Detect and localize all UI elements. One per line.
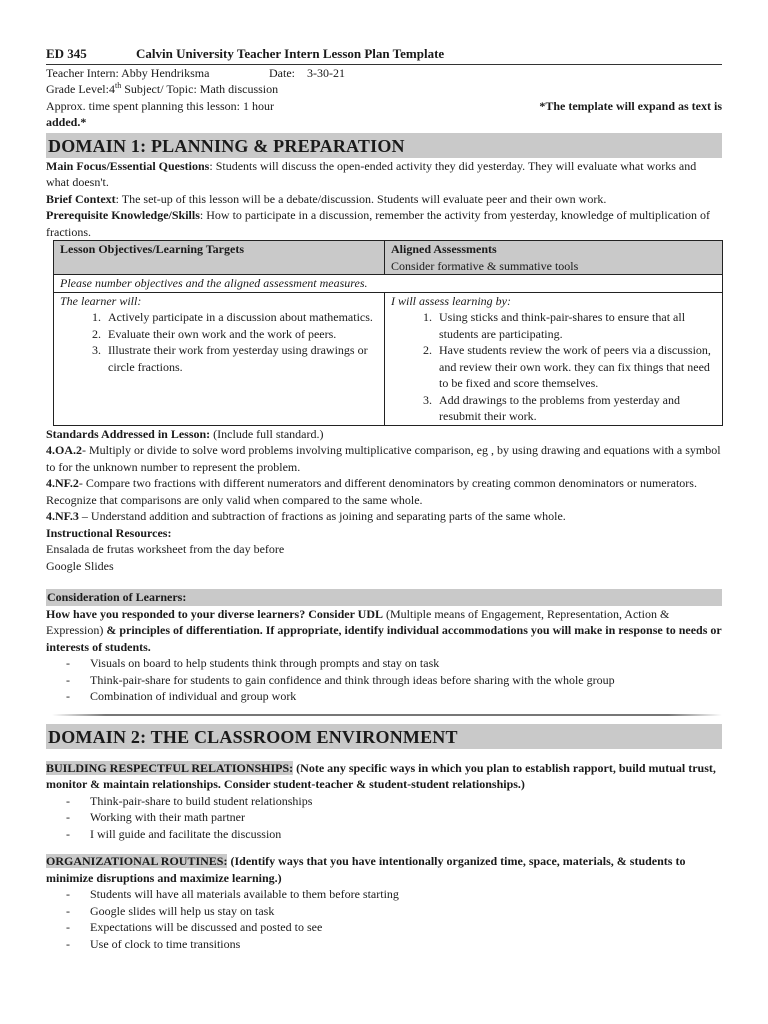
grade-level: Grade Level:4 [46,82,115,96]
main-focus-label: Main Focus/Essential Questions [46,158,210,173]
time-row [46,98,722,115]
intern-name: Abby Hendriksma [121,65,210,80]
learners-q1: How have you responded to your diverse learners? Consider UDL [46,606,384,621]
resources-label: Instructional Resources: [46,525,172,540]
learners-label: Consideration of Learners: [46,589,722,606]
standard-text: Multiply or divide to solve word problems involving multiplicative comparison, eg , by using drawing and equations with a symbol to for the unknown number to represent the problem. [46,443,721,474]
learners-q2: (Multiple means of Engagement, Representation, Action & Expression) [46,606,670,637]
course-code: ED 345 [46,46,87,61]
objective-item: 3. Illustrate their work from yesterday using drawings or circle fractions. [104,342,378,375]
date-field [269,65,345,82]
prerequisite [46,207,722,240]
list-item: - Visuals on board to help students think through prompts and stay on task [66,655,722,672]
context-text: : The set-up of this lesson will be a debate/discussion. Students will evaluate peer and their own work. [115,191,607,206]
learners-q3: & principles of differentiation. If appropriate, identify individual accommodations you will make in response to needs or interests of students. [46,623,722,654]
domain1-heading: DOMAIN 1: PLANNING & PREPARATION [46,133,722,158]
list-item: - Expectations will be discussed and posted to see [66,919,722,936]
standard-text: Understand addition and subtraction of fractions as joining and separating parts of the same whole. [90,509,566,523]
intern-row [46,65,722,82]
standards-note: (Include full standard.) [210,426,324,441]
list-item: - Think-pair-share for students to gain confidence and think through ideas before sharing with the whole group [66,672,722,689]
planning-time: Approx. time spent planning this lesson: 1 hour [46,98,274,113]
date-value: 3-30-21 [307,65,345,80]
assessments-subtitle: Consider formative & summative tools [391,258,579,273]
brief-context [46,191,722,208]
routines-text: (Identify ways that you have intentionally organized time, space, materials, & students to minimize disruptions and maximize learning.) [46,854,686,885]
main-focus [46,158,722,191]
standard-sep: – [78,509,91,523]
objectives-header-row [54,241,723,275]
expand-note-cont: added.* [46,115,87,129]
routines-label: ORGANIZATIONAL ROUTINES: [46,854,228,868]
relationships-section [46,760,722,793]
assessment-item: 2. Have students review the work of peers via a discussion, and review their own work. they can fix things that need to be fixed and score themselves. [435,342,716,392]
objectives-body-row [54,292,723,425]
standards-label: Standards Addressed in Lesson: [46,426,211,441]
expand-note: *The template will expand as text is [539,98,722,113]
learners-question [46,606,722,656]
date-label: Date: [269,65,295,80]
spacer [46,749,722,760]
resource-item: Google Slides [46,558,114,573]
assess-label: I will assess learning by: [391,293,511,308]
objectives-list [60,309,378,375]
standard-code: 4.OA.2 [46,443,82,457]
list-item: - Working with their math partner [66,809,722,826]
subject-topic: Subject/ Topic: Math discussion [121,82,279,96]
relationships-text: (Note any specific ways in which you plan to establish rapport, build mutual trust, monitor & maintain relationships. Consider student-teacher & student-student relationships.) [46,760,716,791]
list-item: - Students will have all materials available to them before starting [66,886,722,903]
standard-text: Compare two fractions with different numerators and different denominators by creating common denominators or numerators. Recognize that comparisons are only valid when compared to the same whole. [46,476,697,507]
assessments-title: Aligned Assessments [391,242,497,256]
relationships-list [46,793,722,843]
intern-label: Teacher Intern: [46,65,119,80]
standard-code: 4.NF.3 [46,509,79,523]
list-item: - I will guide and facilitate the discussion [66,826,722,843]
routines-section [46,853,722,886]
list-item: - Think-pair-share to build student relationships [66,793,722,810]
instruction-text: Please number objectives and the aligned assessment measures. [54,275,723,293]
list-item: - Combination of individual and group work [66,688,722,705]
standards-heading [46,426,722,443]
grade-superscript: th [114,81,122,90]
resource-item: Ensalada de frutas worksheet from the day before [46,542,285,556]
document-header [46,46,722,65]
assessments-header [385,241,723,275]
list-item: - Use of clock to time transitions [66,936,722,953]
assessments-list [391,309,716,425]
document-title: Calvin University Teacher Intern Lesson Plan Template [136,46,445,61]
assessment-item: 3. Add drawings to the problems from yesterday and resubmit their work. [435,392,716,425]
objectives-table [53,240,723,426]
standard-sep: - [82,443,89,457]
objectives-header: Lesson Objectives/Learning Targets [54,241,385,275]
learner-will-label: The learner will: [60,293,142,308]
context-label: Brief Context [46,191,116,206]
standard-code: 4.NF.2 [46,476,79,490]
routines-list [46,886,722,952]
assessments-cell [385,292,723,425]
grade-line [46,81,722,98]
learners-list [46,655,722,705]
assessment-item: 1. Using sticks and think-pair-shares to ensure that all students are participating. [435,309,716,342]
prereq-text: : How to participate in a discussion, remember the activity from yesterday, knowledge of multiplication of fractions. [46,208,710,239]
objective-item: 2. Evaluate their own work and the work of peers. [104,326,378,343]
standard-item [46,508,722,525]
objective-item: 1. Actively participate in a discussion about mathematics. [104,309,378,326]
main-focus-text: : Students will discuss the open-ended activity they did yesterday. They will evaluate what works and what doesn't. [46,158,697,189]
section-divider [52,714,722,716]
intern-field [46,65,269,82]
list-item: - Google slides will help us stay on task [66,903,722,920]
standard-sep: - [78,476,86,490]
standard-item [46,475,722,508]
domain2-heading: DOMAIN 2: THE CLASSROOM ENVIRONMENT [46,724,722,749]
standard-item [46,442,722,475]
objectives-cell [54,292,385,425]
instruction-row [54,275,723,293]
prereq-label: Prerequisite Knowledge/Skills [46,208,200,222]
relationships-label: BUILDING RESPECTFUL RELATIONSHIPS: [46,760,294,775]
spacer [46,842,722,853]
